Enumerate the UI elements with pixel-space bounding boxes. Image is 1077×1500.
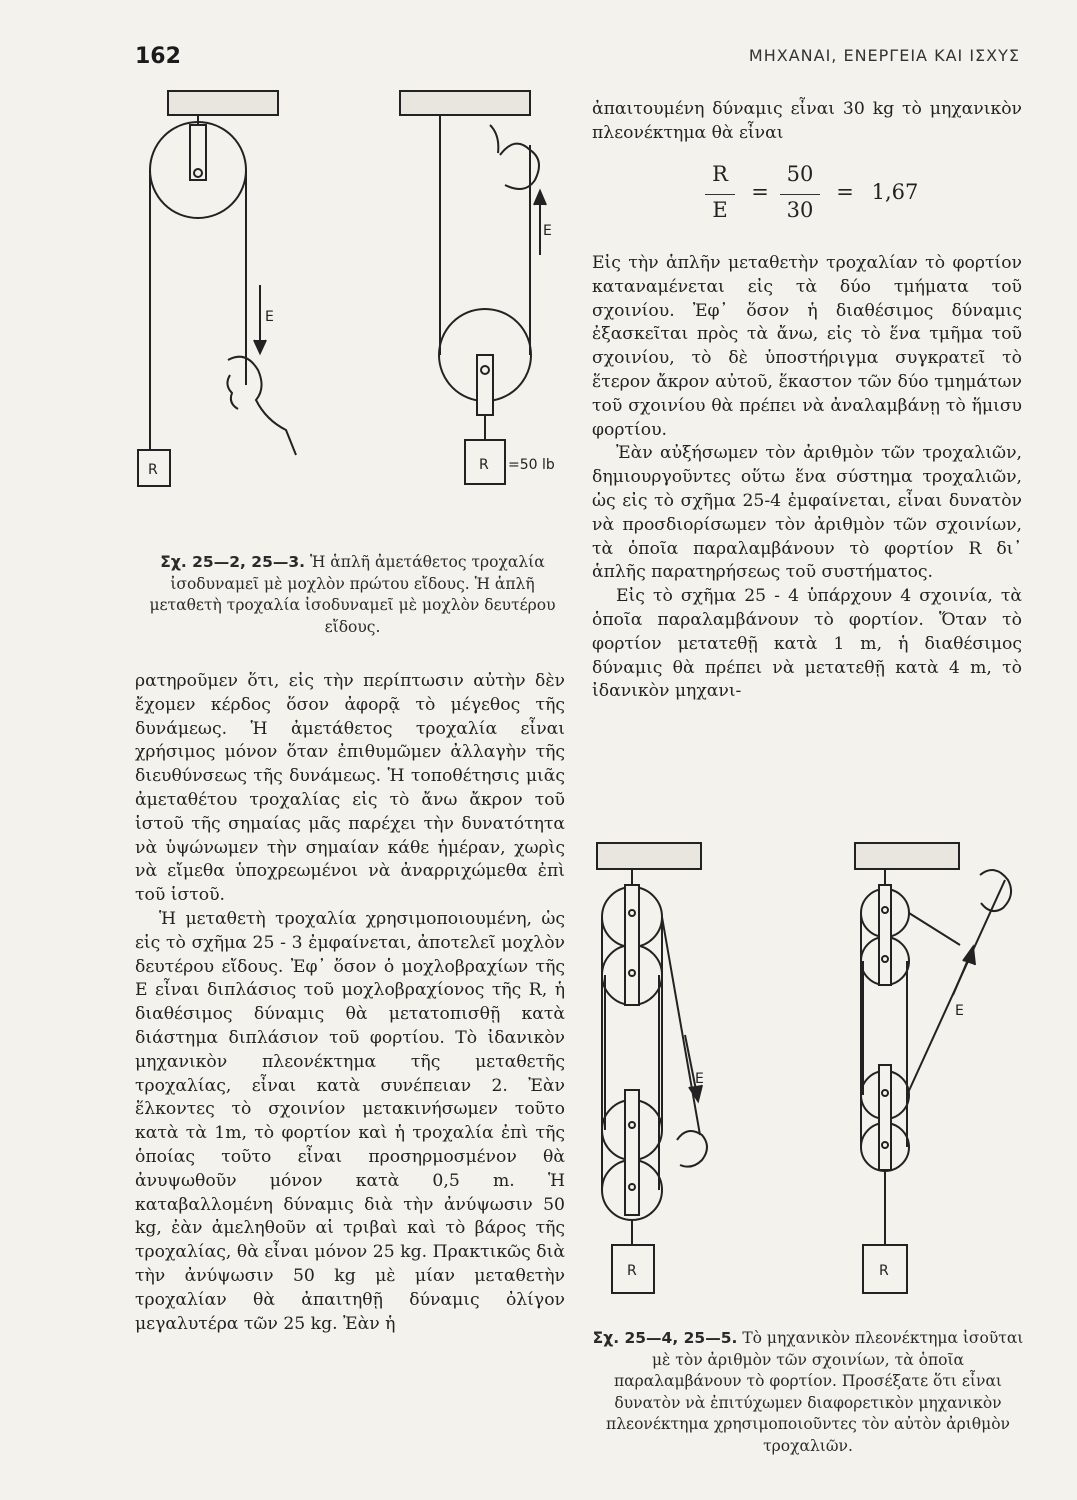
- mechanical-advantage-formula: [705, 162, 955, 232]
- paragraph: ρατηροῦμεν ὅτι, εἰς τὴν περίπτωσιν αὐτὴν δὲν ἔχομεν κέρδος ὅσον ἀφορᾷ τὸ μέγεθος τῆς δυνάμεως. Ἡ ἀμετάθετος τροχαλία εἶναι χρήσιμος μόνον ὅταν ἐπιθυμῶμεν ἀλλαγὴν τῆς διευθύνσεως τῆς δυνάμεως. Ἡ τοποθέτησις μιᾶς ἀμεταθέτου τροχαλίας εἰς τὸ ἄνω ἄκρον τοῦ ἱστοῦ τῆς σημαίας μᾶς παρέχει τὴν δυνατότητα νὰ ὑψώνωμεν τὴν σημαίαν κάθε ἡμέραν, χωρὶς νὰ εἴμεθα ὑποχρεωμένοι νὰ ἀναρριχώμεθα ἐπὶ τοῦ ἱστοῦ.: [135, 671, 565, 906]
- paragraph: Εἰς τὴν ἁπλῆν μεταθετὴν τροχαλίαν τὸ φορτίον καταναμένεται εἰς τὰ δύο τμήματα τοῦ σχοινίου. Ἐφ᾽ ὅσον ἡ διαθέσιμος δύναμις ἐξασκεῖται πρὸς τὰ ἄνω, εἰς τὸ ἕνα τμῆμα τοῦ σχοινίου, τὸ δὲ ὑποστήριγμα συγκρατεῖ τὸ ἕτερον ἄκρον αὐτοῦ, ἕκαστον τῶν δύο τμημάτων τοῦ σχοινίου θὰ πρέπει νὰ ἀναλαμβάνῃ τὸ ἥμισυ φορτίου.: [592, 253, 1022, 440]
- figure-single-pulleys: [130, 85, 570, 505]
- paragraph: Ἐὰν αὐξήσωμεν τὸν ἀριθμὸν τῶν τροχαλιῶν, δημιουργοῦντες οὕτω ἕνα σύστημα τροχαλιῶν, ὡς εἰς τὸ σχῆμα 25-4 ἐμφαίνεται, εἶναι δυνατὸν νὰ προσδιορίσωμεν τὸν ἀριθμὸν τῶν σχοινίων, τὰ ὁποῖα παραλαμβάνουν τὸ φορτίον R δι᾽ ἁπλῆς παρατηρήσεως τοῦ συστήματος.: [592, 443, 1022, 583]
- paragraph: Εἰς τὸ σχῆμα 25 - 4 ὑπάρχουν 4 σχοινία, τὰ ὁποῖα παραλαμβάνουν τὸ φορτίον. Ὅταν τὸ φορτίον μετατεθῇ κατὰ 1 m, ἡ διαθέσιμος δύναμις θὰ πρέπει νὰ μετατεθῇ κατὰ 4 m, τὸ ἰδανικὸν μηχανι-: [592, 586, 1022, 702]
- formula-result: 1,67: [871, 180, 919, 204]
- formula-equals: =: [751, 180, 769, 204]
- caption-label: Σχ. 25—2, 25—3.: [160, 553, 306, 571]
- paragraph: ἀπαιτουμένη δύναμις εἶναι 30 kg τὸ μηχανικὸν πλεονέκτημα θὰ εἶναι: [592, 99, 1022, 143]
- load-label-fig-25-5: R: [879, 1263, 889, 1279]
- effort-label-fig-25-3: E: [543, 223, 552, 239]
- load-label-fig-25-3: R: [479, 457, 489, 473]
- effort-label-fig-25-2: E: [265, 309, 274, 325]
- paragraph: Ἡ μεταθετὴ τροχαλία χρησιμοποιουμένη, ὡς εἰς τὸ σχῆμα 25 - 3 ἐμφαίνεται, ἀποτελεῖ μοχλὸν δευτέρου εἴδους. Ἐφ᾽ ὅσον ὁ μοχλοβραχίων τῆς Ε εἶναι διπλάσιος τοῦ μοχλοβραχίονος τῆς R, ἡ διαθέσιμος δύναμις θὰ μετατοπισθῇ κατὰ διάστημα διπλάσιον τοῦ φορτίου. Τὸ ἰδανικὸν μηχανικὸν πλεονέκτημα τῆς μεταθετῆς τροχαλίας, εἶναι κατὰ συνέπειαν 2. Ἐὰν ἕλκοντες τὸ σχοινίον μετακινήσωμεν τοῦτο κατὰ τὰ 1m, τὸ φορτίον καὶ ἡ τροχαλία ἐπὶ τῆς ὁποίας τοῦτο εἶναι προσηρμοσμένον θὰ ἀνυψωθοῦν μόνον κατὰ 0,5 m. Ἡ καταβαλλομένη δύναμις διὰ τὴν ἀνύψωσιν 50 kg, ἐὰν ἀμεληθοῦν αἱ τριβαὶ καὶ τὸ βάρος τῆς τροχαλίας, θὰ εἶναι μόνον 25 kg. Πρακτικῶς διὰ τὴν ἀνύψωσιν 50 kg μὲ μίαν μεταθετὴν τροχαλίαν θὰ ἀπαιτηθῇ δύναμις ὀλίγον μεγαλυτέρα τῶν 25 kg. Ἐὰν ἡ: [135, 908, 565, 1334]
- formula-numerator-r: R: [712, 162, 728, 186]
- figure-pulley-systems: [585, 835, 1025, 1305]
- formula-numerator-50: 50: [786, 162, 814, 186]
- formula-denominator-e: E: [712, 198, 728, 222]
- running-title: ΜΗΧΑΝΑΙ, ΕΝΕΡΓΕΙΑ ΚΑΙ ΙΣΧΥΣ: [748, 46, 1020, 65]
- formula-equals: =: [836, 180, 854, 204]
- formula-denominator-30: 30: [786, 198, 814, 222]
- page-number: 162: [135, 44, 181, 69]
- left-column-text: [135, 670, 565, 1336]
- caption-fig-25-4-25-5: [592, 1328, 1024, 1457]
- effort-label-fig-25-5: E: [955, 1003, 964, 1019]
- caption-fig-25-2-25-3: [135, 552, 570, 638]
- caption-label: Σχ. 25—4, 25—5.: [592, 1329, 738, 1347]
- caption-text: Ἡ ἁπλῆ ἀμετάθετος τροχαλία ἰσοδυναμεῖ μὲ μοχλὸν πρώτου εἴδους. Ἡ ἁπλῆ μεταθετὴ τροχαλία ἰσοδυναμεῖ μὲ μοχλὸν δευτέρου εἴδους.: [149, 553, 556, 636]
- load-label-fig-25-2: R: [148, 462, 158, 478]
- caption-text: Τὸ μηχανικὸν πλεονέκτημα ἰσοῦται μὲ τὸν ἀριθμὸν τῶν σχοινίων, τὰ ὁποῖα παραλαμβάνουν τὸ φορτίον. Προσέξατε ὅτι εἶναι δυνατὸν νὰ ἐπιτύχωμεν διαφορετικὸν μηχανικὸν πλεονέκτημα χρησιμοποιοῦντες τὸν αὐτὸν ἀριθμὸν τροχαλιῶν.: [606, 1329, 1024, 1455]
- effort-label-fig-25-4: E: [695, 1071, 704, 1087]
- load-label-fig-25-4: R: [627, 1263, 637, 1279]
- weight-label: =50 lb: [508, 457, 555, 473]
- right-column-intro: [592, 98, 1022, 146]
- right-column-text: [592, 252, 1022, 704]
